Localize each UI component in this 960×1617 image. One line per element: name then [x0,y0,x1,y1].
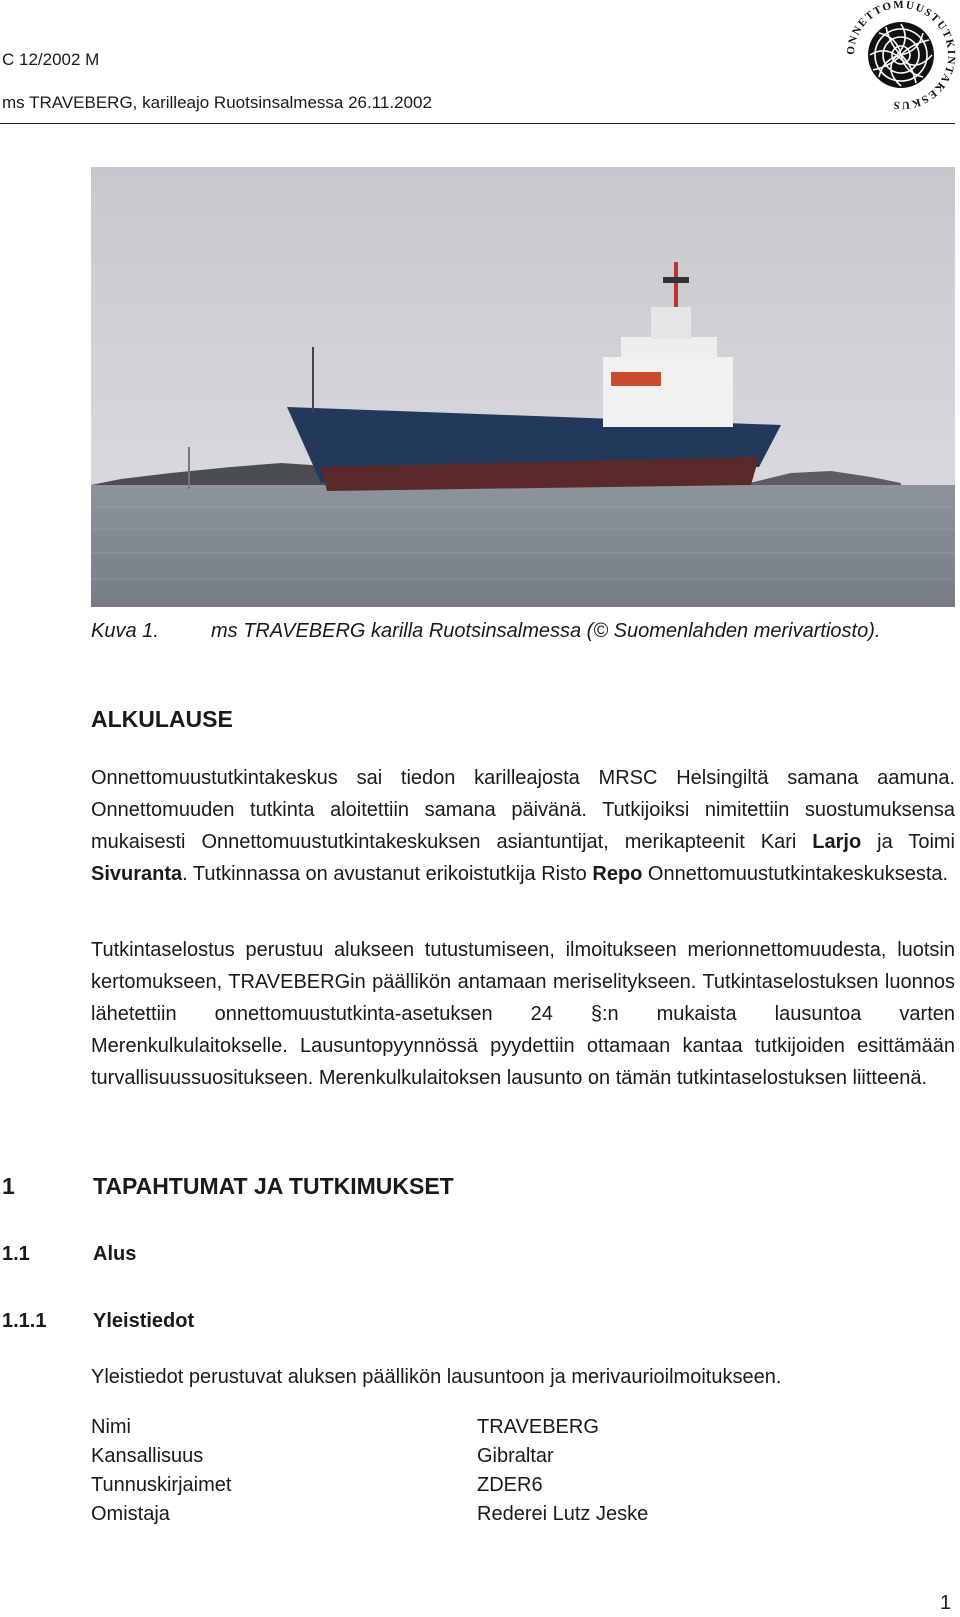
page-number: 1 [940,1592,952,1614]
report-code: C 12/2002 M [2,50,100,69]
section-1-heading: 1 TAPAHTUMAT JA TUTKIMUKSET [2,1173,454,1199]
section-1-1-heading: 1.1 Alus [2,1243,137,1265]
section-1-1-1-intro: Yleistiedot perustuvat aluksen päällikön lausuntoon ja merivaurioilmoitukseen. [91,1366,782,1388]
foreword-heading: ALKULAUSE [91,706,233,732]
foreword-paragraph-1: Onnettomuustutkintakeskus sai tiedon karilleajosta MRSC Helsingiltä samana aamuna. Onnettomuuden tutkinta aloitettiin samana päivänä. Tutkijoiksi nimitettiin suostumuksensa mukaisesti Onnettomuustutkintakeskuksen asiantuntijat, merikapteenit Kari Larjo ja Toimi Sivuranta. Tutkinnassa on avustanut erikoistutkija Risto Repo Onnettomuustutkintakeskuksesta. [91,767,955,885]
svg-text:ONNETTOMUUSTUTKINTAKESKUS: ONNETTOMUUSTUTKINTAKESKUS [846,0,956,110]
figure-caption-text: ms TRAVEBERG karilla Ruotsinsalmessa (© Suomenlahden merivartiosto). [211,620,881,642]
figure-label: Kuva 1. [91,620,159,642]
ship-info-row: Kansallisuus Gibraltar [91,1445,554,1467]
section-1-1-1-heading: 1.1.1 Yleistiedot [2,1310,195,1332]
ship-info-row: Omistaja Rederei Lutz Jeske [91,1503,649,1525]
figure-caption [91,620,881,643]
foreword-paragraph-2: Tutkintaselostus perustuu alukseen tutustumiseen, ilmoitukseen merionnettomuudesta, luotsin kertomukseen, TRAVEBERGin päällikön antamaan meriselitykseen. Tutkintaselostuksen luonnos lähetettiin onnettomuustutkinta-asetuksen 24 §:n mukaista lausuntoa varten Merenkulkulaitokselle. Lausuntopyynnössä pyydettiin ottamaan kantaa tutkijoiden esittämään turvallisuussuositukseen. Merenkulkulaitoksen lausunto on tämän tutkintaselostuksen liitteenä. [91,939,955,1089]
onnettomuustutkintakeskus-logo [846,0,956,110]
header-rule [0,123,955,124]
ship-photo [91,167,955,607]
report-title: ms TRAVEBERG, karilleajo Ruotsinsalmessa 26.11.2002 [2,93,432,112]
ship-info-row: Tunnuskirjaimet ZDER6 [91,1474,543,1496]
ship-info-row: Nimi TRAVEBERG [91,1416,599,1438]
